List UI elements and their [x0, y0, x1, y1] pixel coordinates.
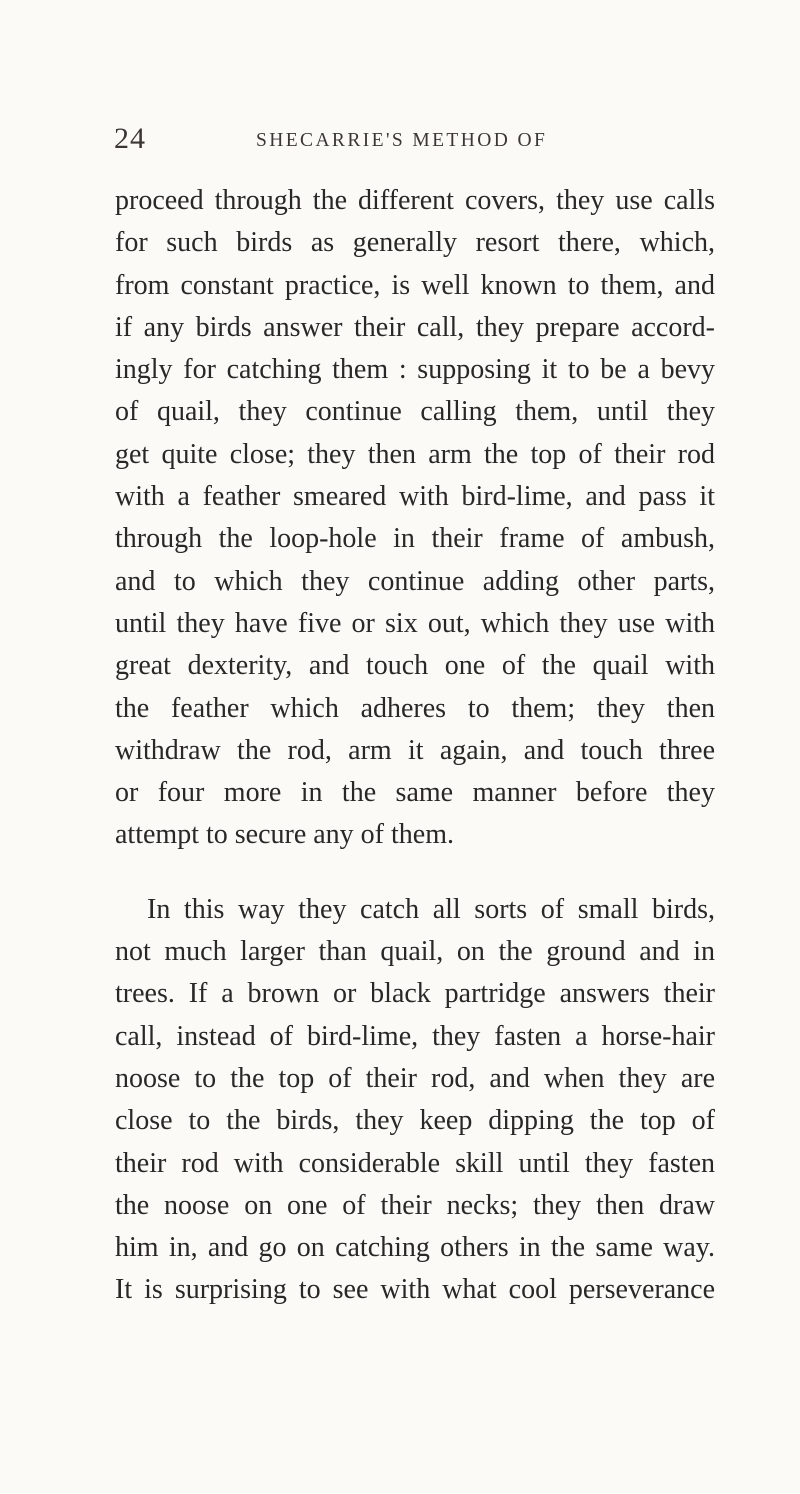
running-title: SHECARRIE'S METHOD OF: [256, 130, 548, 151]
text-line: and to which they continue adding other parts,: [115, 565, 715, 597]
page-number: 24: [114, 122, 146, 155]
running-head: [114, 122, 714, 162]
text-line: noose to the top of their rod, and when they are: [115, 1062, 715, 1094]
text-line: get quite close; they then arm the top of their rod: [115, 438, 715, 470]
text-line: him in, and go on catching others in the same way.: [115, 1232, 715, 1264]
text-line: trees. If a brown or black partridge answers their: [115, 978, 715, 1010]
text-line: not much larger than quail, on the ground and in: [115, 936, 715, 968]
text-line: or four more in the same manner before they: [115, 777, 715, 809]
body-text: [115, 180, 715, 1312]
text-line: close to the birds, they keep dipping the top of: [115, 1105, 715, 1137]
paragraph-gap: [115, 857, 715, 889]
text-line: from constant practice, is well known to them, and: [115, 269, 715, 301]
text-line: It is surprising to see with what cool perseverance: [115, 1274, 715, 1306]
text-line: the noose on one of their necks; they then draw: [115, 1189, 715, 1221]
text-line: withdraw the rod, arm it again, and touch three: [115, 734, 715, 766]
text-line: their rod with considerable skill until they fasten: [115, 1147, 715, 1179]
paragraph: [115, 180, 715, 857]
text-line: the feather which adheres to them; they then: [115, 692, 715, 724]
text-line: ingly for catching them : supposing it to be a bevy: [115, 354, 715, 386]
text-line: until they have five or six out, which they use with: [115, 607, 715, 639]
text-line: call, instead of bird-lime, they fasten a horse-hair: [115, 1020, 715, 1052]
text-line: of quail, they continue calling them, until they: [115, 396, 715, 428]
text-line: with a feather smeared with bird-lime, and pass it: [115, 481, 715, 513]
text-line: if any birds answer their call, they prepare accord-: [115, 311, 715, 343]
text-line: great dexterity, and touch one of the quail with: [115, 650, 715, 682]
paragraph: [115, 889, 715, 1312]
text-line: through the loop-hole in their frame of ambush,: [115, 523, 715, 555]
text-line: In this way they catch all sorts of small birds,: [147, 893, 715, 925]
text-line: proceed through the different covers, they use calls: [115, 185, 715, 216]
text-line: for such birds as generally resort there, which,: [115, 227, 715, 259]
text-line: attempt to secure any of them.: [115, 819, 454, 851]
